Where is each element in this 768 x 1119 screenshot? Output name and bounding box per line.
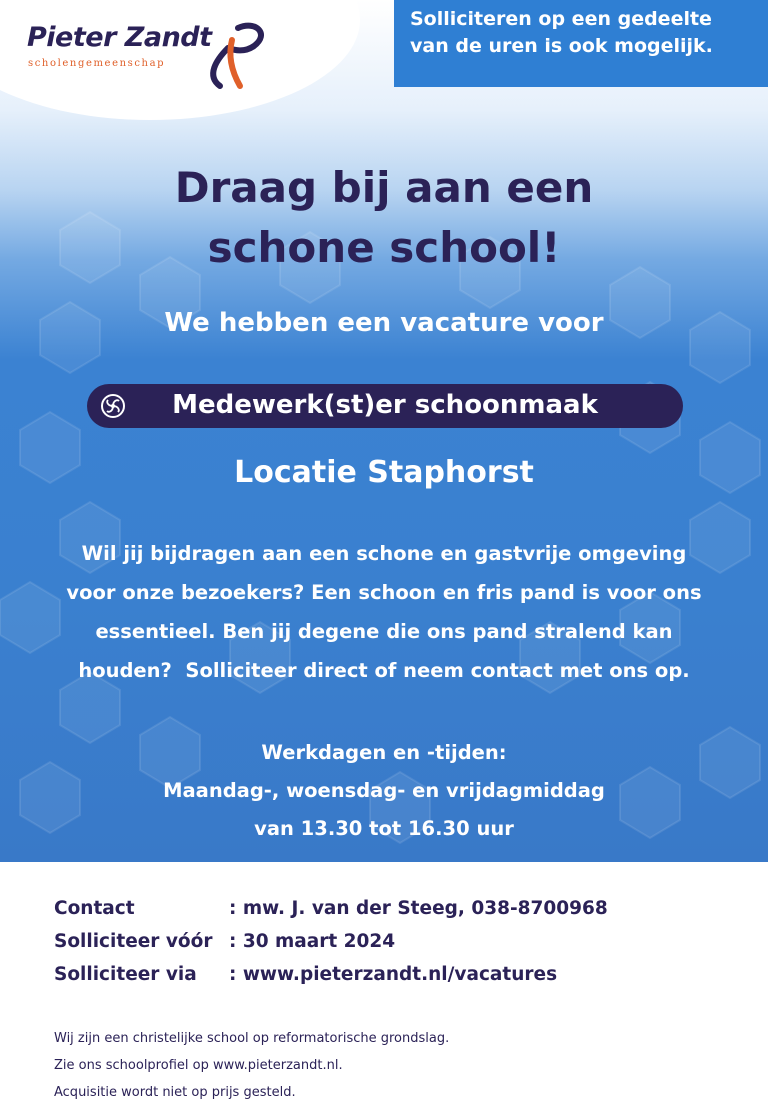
footer-line-2: Zie ons schoolprofiel op www.pieterzandt.nl. [54,1058,343,1073]
deadline-value: : 30 maart 2024 [229,931,396,952]
schedule-block [0,734,768,848]
banner-line-1: Solliciteren op een gedeelte [410,8,712,30]
location-heading: Locatie Staphorst [234,455,534,490]
contact-label: Contact [54,898,135,919]
intro-paragraph [50,534,718,690]
intro-line-2: voor onze bezoekers? Een schoon en fris pand is voor ons [66,581,702,604]
apply-via-label: Solliciteer via [54,964,197,985]
position-pill [87,384,683,428]
banner-line-2: van de uren is ook mogelijk. [410,35,713,57]
headline-line-2: schone school! [207,223,561,272]
headline [0,158,768,278]
deadline-label: Solliciteer vóór [54,931,213,952]
footer-line-1: Wij zijn een christelijke school op reformatorische grondslag. [54,1031,450,1046]
contact-value: : mw. J. van der Steeg, 038-8700968 [229,898,608,919]
position-title: Medewerk(st)er schoonmaak [172,390,598,420]
logo-subtitle: scholengemeenschap [28,58,166,69]
footer-notes [54,1025,449,1106]
schedule-hours: van 13.30 tot 16.30 uur [254,817,514,840]
schedule-heading: Werkdagen en -tijden: [261,741,507,764]
intro-line-1: Wil jij bijdragen aan een schone en gastvrije omgeving [81,542,687,565]
intro-line-4: houden? Solliciteer direct of neem contact met ons op. [78,659,690,682]
schedule-days: Maandag-, woensdag- en vrijdagmiddag [163,779,605,802]
vacancy-intro-heading: We hebben een vacature voor [164,308,604,338]
intro-line-3: essentieel. Ben jij degene die ons pand stralend kan [95,620,673,643]
apply-via-link[interactable]: : www.pieterzandt.nl/vacatures [229,964,558,985]
pz-brand-mark-icon [198,20,268,92]
logo-name: Pieter Zandt [27,22,212,53]
footer-line-3: Acquisitie wordt niet op prijs gesteld. [54,1085,296,1100]
headline-line-1: Draag bij aan een [174,163,594,212]
partial-hours-banner [394,0,768,87]
